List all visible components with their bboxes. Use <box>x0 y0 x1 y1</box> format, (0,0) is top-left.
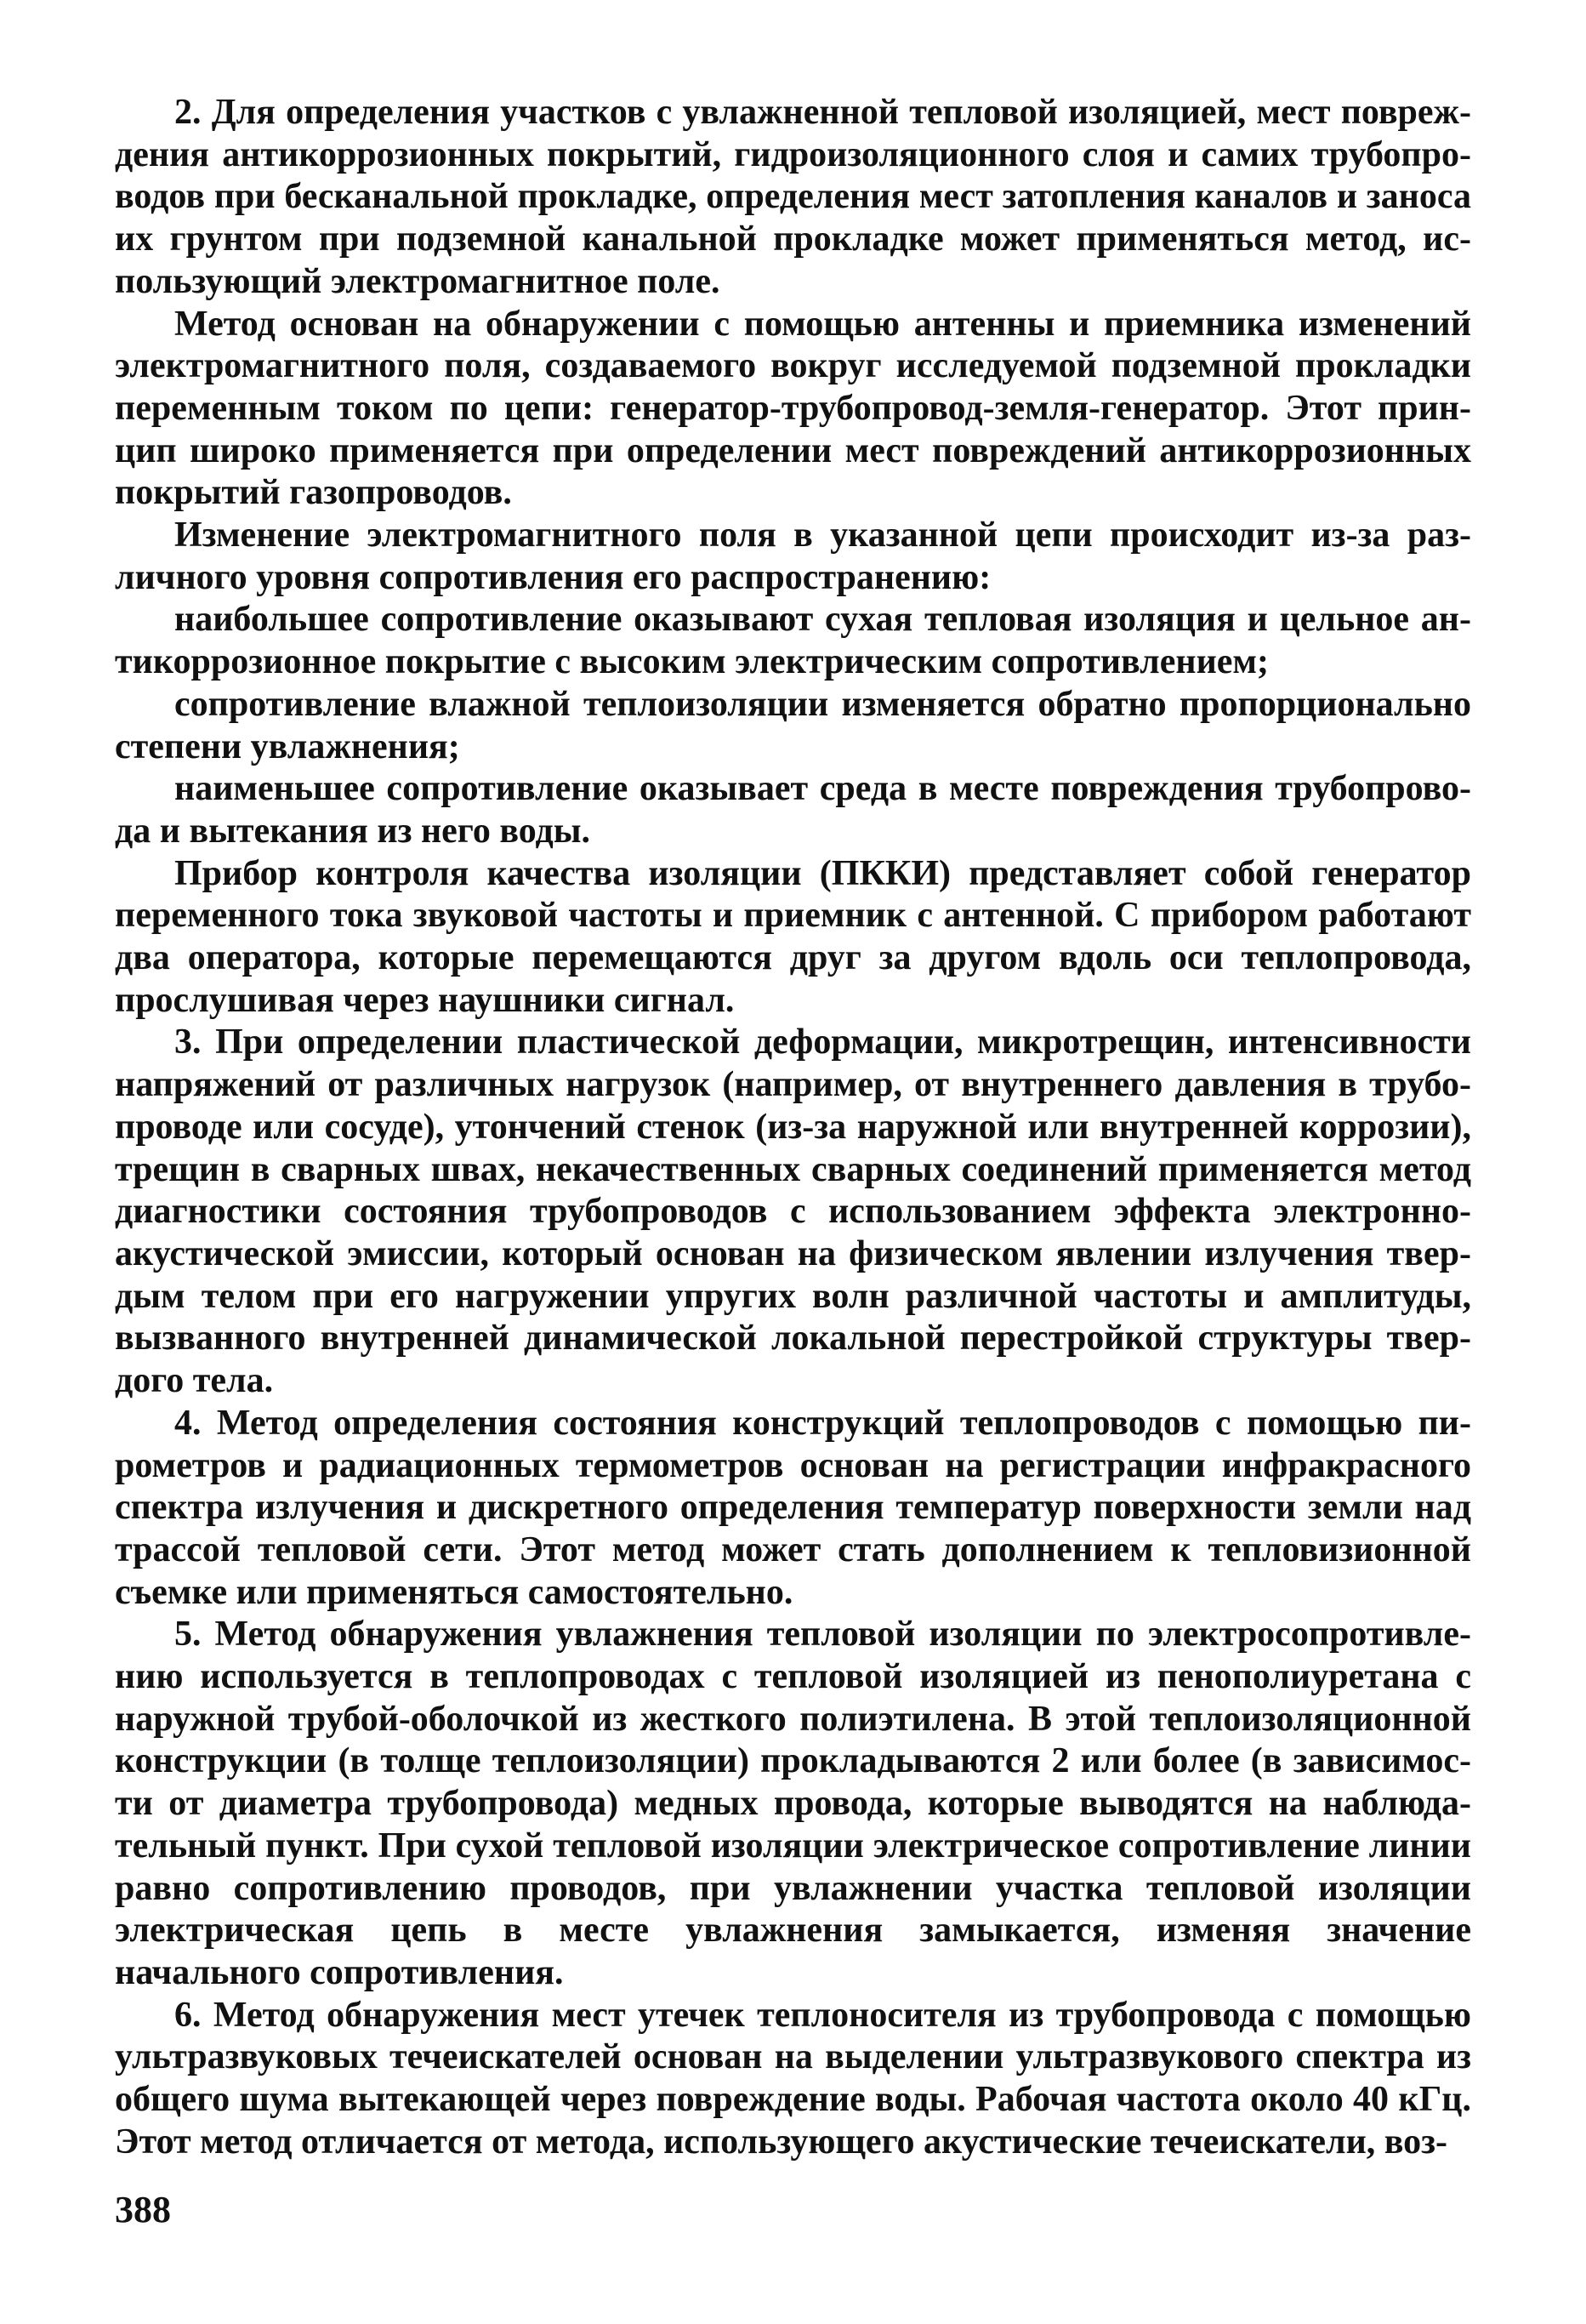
page-number: 388 <box>115 2189 171 2230</box>
paragraph-highest-resistance: наибольшее сопротивление оказывают сухая тепловая изоляция и цельное антикоррозионное покрытие с высоким электрическим сопротивлением; <box>115 600 1471 682</box>
paragraph-3-acoustic-emission: 3. При определении пластической деформации, микротрещин, интенсивности напряжений от различных нагрузок (например, от внутреннего давления в трубопроводе или сосуде), утончений стенок (из-за наружной или внутренней коррозии), трещин в сварных швах, некачественных сварных соединений применяется метод диагностики состояния трубопроводов с использованием эффекта электронно-акустической эмиссии, который основан на физическом явлении излучения твердым телом при его нагружении упругих волн различной частоты и амплитуды, вызванного внутренней динамической локальной перестройкой структуры твердого тела. <box>115 1022 1471 1401</box>
paragraph-method-basis: Метод основан на обнаружении с помощью антенны и приемника изменений электромагнитного поля, создаваемого вокруг исследуемой подземной прокладки переменным током по цепи: генератор-трубопровод-земля-генератор. Этот принцип широко применяется при определении мест повреждений антикоррозионных покрытий газопроводов. <box>115 304 1471 513</box>
paragraph-pkki-device: Прибор контроля качества изоляции (ПККИ) представляет собой генератор переменного тока звуковой частоты и приемник с антенной. С прибором работают два оператора, которые перемещаются друг за другом вдоль оси теплопровода, прослушивая через наушники сигнал. <box>115 853 1471 1020</box>
paragraph-lowest-resistance: наименьшее сопротивление оказывает среда в месте повреждения трубопровода и вытекания из него воды. <box>115 769 1471 851</box>
paragraph-wet-insulation: сопротивление влажной теплоизоляции изменяется обратно пропорционально степени увлажнения; <box>115 684 1471 766</box>
paragraph-6-ultrasonic: 6. Метод обнаружения мест утечек теплоносителя из трубопровода с помощью ультразвуковых течеискателей основан на выделении ультразвукового спектра из общего шума вытекающей через повреждение воды. Рабочая частота около 40 кГц. Этот метод отличается от метода, использующего акустические течеискатели, воз- <box>115 1995 1471 2162</box>
paragraph-4-pyrometers: 4. Метод определения состояния конструкций теплопроводов с помощью пирометров и радиационных термометров основан на регистрации инфракрасного спектра излучения и дискретного определения температур поверхности земли над трассой тепловой сети. Этот метод может стать дополнением к тепловизионной съемке или применяться самостоятельно. <box>115 1403 1471 1612</box>
paragraph-2-electromagnetic: 2. Для определения участков с увлажненной тепловой изоляцией, мест повреждения антикоррозионных покрытий, гидроизоляционного слоя и самих трубопроводов при бесканальной прокладке, определения мест затопления каналов и заноса их грунтом при подземной канальной прокладке может применяться метод, использующий электромагнитное поле. <box>115 93 1471 301</box>
paragraph-5-electroresistance: 5. Метод обнаружения увлажнения тепловой изоляции по электросопротивлению используется в теплопроводах с тепловой изоляцией из пенополиуретана с наружной трубой-оболочкой из жесткого полиэтилена. В этой теплоизоляционной конструкции (в толще теплоизоляции) прокладываются 2 или более (в зависимости от диаметра трубопровода) медных провода, которые выводятся на наблюдательный пункт. При сухой тепловой изоляции электрическое сопротивление линии равно сопротивлению проводов, при увлажнении участка тепловой изоляции электрическая цепь в месте увлажнения замыкается, изменяя значение начального сопротивления. <box>115 1615 1471 1992</box>
paragraph-field-change: Изменение электромагнитного поля в указанной цепи происходит из-за различного уровня сопротивления его распространению: <box>115 515 1471 597</box>
body-text <box>115 92 1471 2163</box>
